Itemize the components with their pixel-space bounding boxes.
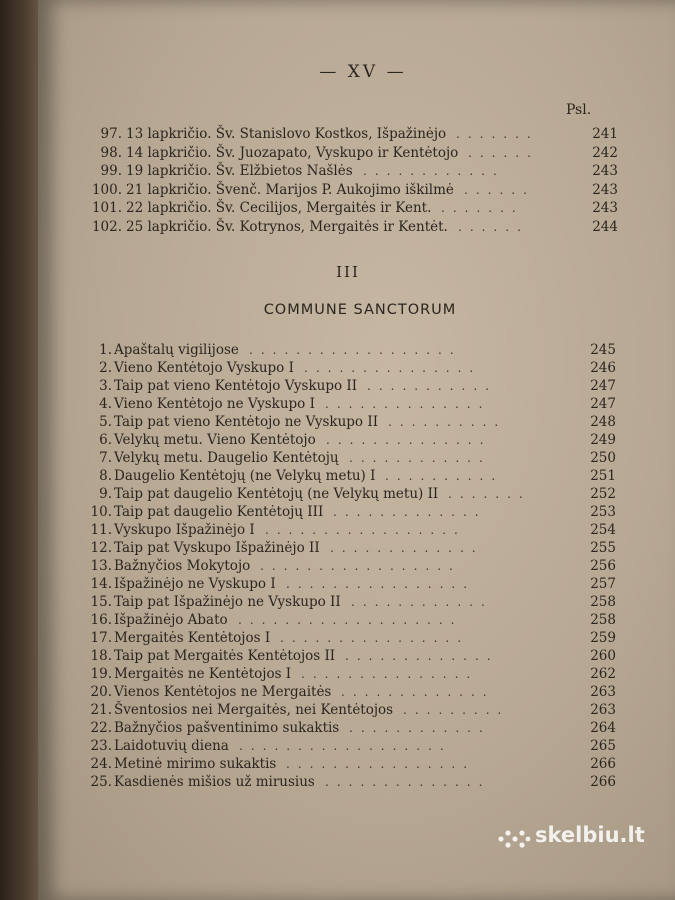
section-number: III — [336, 263, 360, 281]
leader-dots: ...... — [458, 220, 529, 234]
entry-number: 22. — [90, 720, 112, 736]
leader-dots: ............. — [330, 541, 484, 555]
entry-page: 251 — [590, 468, 616, 484]
entry-number: 21. — [90, 702, 112, 718]
leader-dots: ...... — [468, 145, 539, 160]
entry-page: 263 — [590, 684, 616, 700]
leader-dots: ............. — [341, 685, 495, 699]
leader-dots: .......... — [385, 469, 504, 483]
leader-dots: .................. — [249, 343, 462, 357]
toc-entry — [78, 377, 628, 395]
entry-title: Taip pat Vyskupo Išpažinėjo II — [114, 540, 320, 556]
entry-page: 258 — [590, 594, 616, 610]
toc-entry — [78, 503, 628, 521]
entry-title: Taip pat daugelio Kentėtojų (ne Velykų metu) II — [114, 486, 439, 502]
toc-entry — [78, 449, 628, 467]
entry-number: 1. — [99, 342, 112, 358]
toc-entry — [78, 593, 628, 611]
entry-number: 25. — [90, 774, 112, 790]
leader-dots: ....... — [448, 487, 531, 501]
entry-page: 266 — [590, 756, 616, 772]
entry-title: 13 lapkričio. Šv. Stanislovo Kostkos, Išpažinėjo — [126, 126, 447, 142]
toc-entry — [78, 647, 628, 665]
toc-entry — [78, 341, 628, 359]
entry-title: Taip pat daugelio Kentėtojų III — [114, 504, 324, 520]
entry-page: 266 — [590, 774, 616, 790]
entry-number: 100. — [91, 181, 122, 198]
entry-page: 258 — [590, 612, 616, 628]
toc-entry — [78, 755, 628, 773]
entry-number: 19. — [90, 666, 112, 682]
leader-dots: .............. — [326, 433, 492, 447]
entry-page: 248 — [590, 414, 616, 430]
entry-title: Velykų metu. Daugelio Kentėtojų — [114, 450, 339, 466]
leader-dots: ............. — [345, 649, 499, 663]
dots-logo-icon — [497, 827, 531, 851]
entry-title: 25 lapkričio. Šv. Kotrynos, Mergaitės ir Kentėt. — [126, 219, 448, 235]
entry-number: 97. — [100, 126, 122, 142]
entry-page: 265 — [590, 738, 616, 754]
toc-entry — [78, 485, 628, 503]
book-binding-edge — [0, 0, 42, 900]
section-title: COMMUNE SANCTORUM — [263, 302, 457, 318]
entry-title: Vieno Kentėtojo ne Vyskupo I — [114, 396, 315, 412]
leader-dots: ............. — [333, 505, 487, 519]
entry-number: 15. — [90, 594, 112, 610]
entry-title: Taip pat Išpažinėjo ne Vyskupo II — [114, 594, 341, 610]
entry-title: 21 lapkričio. Švenč. Marijos P. Aukojimo iškilmė — [126, 181, 454, 198]
entry-page: 264 — [590, 720, 616, 736]
entry-title: Bažnyčios pašventinimo sukaktis — [114, 720, 340, 736]
toc-entry — [88, 218, 628, 236]
toc-entry — [78, 557, 628, 575]
entry-page: 246 — [590, 360, 616, 376]
leader-dots: ............... — [301, 667, 479, 681]
entry-title: Bažnyčios Mokytojo — [114, 558, 251, 574]
entry-title: Metinė mirimo sukaktis — [114, 756, 277, 772]
entry-number: 17. — [90, 630, 112, 646]
entry-page: 241 — [592, 126, 618, 142]
entry-page: 245 — [590, 342, 616, 358]
entry-title: Apaštalų vigilijose — [114, 342, 239, 358]
entry-number: 9. — [99, 486, 112, 502]
entry-number: 23. — [90, 738, 112, 754]
entry-page: 249 — [590, 432, 616, 448]
toc-entry — [88, 199, 628, 217]
entry-page: 250 — [590, 450, 616, 466]
entry-number: 20. — [90, 684, 112, 700]
leader-dots: ................ — [280, 631, 470, 645]
entry-title: 22 lapkričio. Šv. Cecilijos, Mergaitės ir Kent. — [126, 200, 432, 217]
entry-page: 260 — [590, 648, 616, 664]
entry-number: 8. — [99, 468, 112, 484]
entry-number: 98. — [100, 144, 122, 161]
entry-title: Velykų metu. Vieno Kentėtojo — [114, 432, 316, 448]
leader-dots: ................... — [238, 613, 463, 627]
toc-entry — [78, 665, 628, 683]
toc-entry — [78, 575, 628, 593]
entry-page: 257 — [590, 576, 616, 592]
entry-title: 14 lapkričio. Šv. Juozapato, Vyskupo ir Kentėtojo — [126, 144, 459, 161]
leader-dots: ................. — [265, 523, 466, 537]
entry-page: 247 — [590, 378, 616, 394]
entry-title: Šventosios nei Mergaitės, nei Kentėtojos — [114, 702, 394, 718]
leader-dots: ................. — [260, 559, 461, 573]
entry-page: 254 — [590, 522, 616, 538]
toc-entry — [78, 413, 628, 431]
leader-dots: .......... — [388, 415, 507, 429]
leader-dots: ................ — [286, 757, 476, 771]
entry-number: 5. — [99, 414, 112, 430]
entry-title: Taip pat Mergaitės Kentėtojos II — [114, 648, 336, 664]
leader-dots: ................ — [286, 577, 476, 591]
toc-entry — [78, 773, 628, 791]
entry-number: 4. — [99, 396, 112, 412]
entry-number: 10. — [90, 504, 112, 520]
leader-dots: ............ — [351, 595, 493, 609]
entry-title: Taip pat vieno Kentėtojo ne Vyskupo II — [114, 414, 379, 430]
toc-entry — [78, 611, 628, 629]
watermark-text: skelbiu.lt — [535, 823, 645, 847]
entry-title: Mergaitės ne Kentėtojos I — [114, 666, 292, 682]
entry-page: 259 — [590, 630, 616, 646]
leader-dots: .............. — [325, 775, 491, 789]
leader-dots: ...... — [464, 182, 535, 197]
entry-number: 24. — [90, 756, 112, 772]
entry-page: 243 — [592, 181, 618, 198]
entry-title: Išpažinėjo Abato — [114, 612, 228, 628]
entry-page: 255 — [590, 540, 616, 556]
toc-entry — [78, 395, 628, 413]
entry-number: 7. — [99, 450, 112, 466]
toc-entry — [78, 701, 628, 719]
entry-page: 256 — [590, 558, 616, 574]
toc-entry — [78, 719, 628, 737]
leader-dots: ......... — [403, 703, 510, 717]
entry-page: 242 — [592, 144, 618, 161]
entry-title: Išpažinėjo ne Vyskupo I — [114, 576, 276, 592]
toc-entry — [88, 144, 628, 162]
entry-title: Vyskupo Išpažinėjo I — [114, 522, 255, 538]
toc-entry — [78, 737, 628, 755]
toc-entry — [78, 431, 628, 449]
toc-entry — [78, 629, 628, 647]
leader-dots: ........... — [367, 379, 497, 393]
entry-page: 263 — [590, 702, 616, 718]
entry-number: 6. — [99, 432, 112, 448]
entry-number: 101. — [91, 200, 122, 217]
entry-page: 243 — [592, 163, 618, 180]
entry-page: 252 — [590, 486, 616, 502]
page-number: — XV — — [319, 62, 407, 82]
entry-title: Daugelio Kentėtojų (ne Velykų metu) I — [114, 468, 376, 484]
toc-entry — [88, 162, 628, 180]
entry-page: 253 — [590, 504, 616, 520]
leader-dots: ....... — [441, 201, 524, 216]
book-page — [38, 0, 675, 900]
leader-dots: ............ — [363, 164, 505, 179]
entry-number: 3. — [99, 378, 112, 394]
entry-title: Kasdienės mišios už mirusius — [114, 774, 315, 790]
entry-number: 14. — [90, 576, 112, 592]
entry-title: Mergaitės Kentėtojos I — [114, 630, 271, 646]
entry-page: 247 — [590, 396, 616, 412]
toc-entry — [78, 467, 628, 485]
toc-entry — [88, 181, 628, 199]
leader-dots: ............ — [349, 721, 491, 735]
toc-entry — [78, 521, 628, 539]
entry-title: Taip pat vieno Kentėtojo Vyskupo II — [114, 378, 358, 394]
leader-dots: ............... — [304, 361, 482, 375]
entry-title: Vieno Kentėtojo Vyskupo I — [114, 360, 294, 376]
leader-dots: .................. — [239, 739, 452, 753]
entry-number: 99. — [100, 163, 122, 180]
entry-number: 2. — [99, 360, 112, 376]
page-column-label: Psl. — [566, 102, 592, 118]
entry-page: 243 — [592, 200, 618, 217]
entry-number: 11. — [90, 522, 112, 538]
entry-title: 19 lapkričio. Šv. Elžbietos Našlės — [126, 163, 353, 180]
entry-page: 262 — [590, 666, 616, 682]
entry-number: 16. — [90, 612, 112, 628]
leader-dots: ............ — [349, 451, 491, 465]
toc-entry — [88, 125, 628, 143]
leader-dots: ....... — [456, 127, 539, 141]
entry-number: 102. — [91, 219, 122, 235]
leader-dots: .............. — [325, 397, 491, 411]
toc-entry — [78, 359, 628, 377]
entry-number: 12. — [90, 540, 112, 556]
entry-number: 18. — [90, 648, 112, 664]
entry-page: 244 — [592, 219, 618, 235]
entry-title: Vienos Kentėtojos ne Mergaitės — [114, 684, 332, 700]
toc-entry — [78, 539, 628, 557]
entry-title: Laidotuvių diena — [114, 738, 229, 754]
toc-entry — [78, 683, 628, 701]
entry-number: 13. — [90, 558, 112, 574]
